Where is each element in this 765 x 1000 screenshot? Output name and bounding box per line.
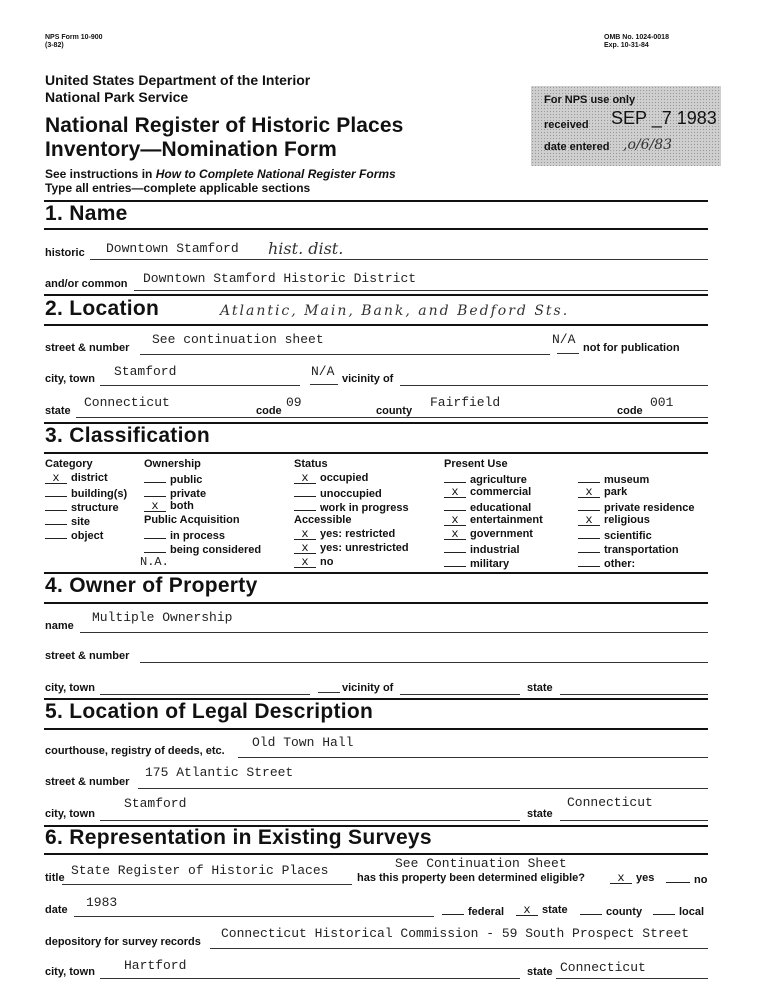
code2-label: code xyxy=(617,405,643,417)
date-entered-label: date entered xyxy=(544,141,610,153)
ownership-heading: Ownership xyxy=(144,458,201,470)
vicinity-label: vicinity of xyxy=(342,373,394,385)
acquisition-heading: Public Acquisition xyxy=(144,514,240,526)
accessible-heading: Accessible xyxy=(294,514,352,526)
legal-city-label: city, town xyxy=(45,808,95,820)
courthouse-value: Old Town Hall xyxy=(252,735,354,750)
common-name-label: and/or common xyxy=(45,278,128,290)
category-heading: Category xyxy=(45,458,93,470)
section-3-heading: 3. Classification xyxy=(45,424,210,447)
state-label: state xyxy=(45,405,71,417)
survey-title-value: State Register of Historic Places xyxy=(71,863,329,878)
survey-state-label: state xyxy=(527,966,553,978)
present-use-item: scientific xyxy=(578,528,652,542)
present-use-item: x commercial xyxy=(444,486,531,498)
status-item: unoccupied xyxy=(294,486,382,500)
acquisition-item: being considered xyxy=(144,542,261,556)
form-title-line1: National Register of Historic Places xyxy=(45,114,404,137)
category-item: x district xyxy=(45,472,108,484)
survey-date-label: date xyxy=(45,904,68,916)
accessible-item: x yes: restricted xyxy=(294,528,395,540)
legal-street-value: 175 Atlantic Street xyxy=(145,765,294,780)
survey-date-value: 1983 xyxy=(86,895,118,910)
eligible-no: no xyxy=(666,872,707,886)
owner-street-label: street & number xyxy=(45,650,130,662)
code2-value: 001 xyxy=(650,395,674,410)
city-value: Stamford xyxy=(114,364,177,379)
level-federal: federal xyxy=(442,904,504,918)
courthouse-label: courthouse, registry of deeds, etc. xyxy=(45,745,225,757)
eligible-yes: x yes xyxy=(610,872,654,884)
present-use-item: x religious xyxy=(578,514,650,526)
code-value: 09 xyxy=(286,395,302,410)
location-handwritten-note: Atlantic, Main, Bank, and Bedford Sts. xyxy=(220,303,570,319)
received-stamp: SEP _7 1983 xyxy=(611,108,717,128)
street-value: See continuation sheet xyxy=(152,332,324,347)
owner-name-label: name xyxy=(45,620,74,632)
section-2-heading: 2. Location xyxy=(45,297,160,320)
ownership-item: private xyxy=(144,486,206,500)
category-item: structure xyxy=(45,500,119,514)
survey-city-value: Hartford xyxy=(124,958,187,973)
accessible-item: x no xyxy=(294,556,333,568)
owner-state-label: state xyxy=(527,682,553,694)
omb-number: OMB No. 1024-0018 xyxy=(604,34,669,41)
present-use-item: x park xyxy=(578,486,627,498)
depository-value: Connecticut Historical Commission - 59 South Prospect Street xyxy=(221,926,690,941)
historic-handwritten: hist. dist. xyxy=(268,239,344,258)
present-use-item: transportation xyxy=(578,542,679,556)
present-use-item: other: xyxy=(578,556,635,570)
city-label: city, town xyxy=(45,373,95,385)
section-6-heading: 6. Representation in Existing Surveys xyxy=(45,826,432,849)
instructions-line1: See instructions in How to Complete National Register Forms xyxy=(45,167,396,181)
present-use-item: military xyxy=(444,556,509,570)
legal-city-value: Stamford xyxy=(124,796,187,811)
survey-city-label: city, town xyxy=(45,966,95,978)
historic-value: Downtown Stamford xyxy=(106,241,239,256)
owner-vicinity-label: vicinity of xyxy=(342,682,394,694)
date-entered-value: ,o/6/83 xyxy=(623,137,673,153)
present-use-item: industrial xyxy=(444,542,520,556)
county-value: Fairfield xyxy=(430,395,501,410)
section-1-heading: 1. Name xyxy=(45,202,128,225)
present-use-item: x entertainment xyxy=(444,514,543,526)
nfp-value: N/A xyxy=(552,332,576,347)
street-label: street & number xyxy=(45,342,130,354)
nfp-label: not for publication xyxy=(583,342,680,354)
category-item: building(s) xyxy=(45,486,127,500)
ownership-item: x both xyxy=(144,500,194,512)
nps-box-heading: For NPS use only xyxy=(544,94,636,106)
department-name: United States Department of the Interior xyxy=(45,72,311,88)
category-item: site xyxy=(45,514,90,528)
present-use-item: museum xyxy=(578,472,649,486)
owner-name-value: Multiple Ownership xyxy=(92,610,233,625)
omb-expiration: Exp. 10-31-84 xyxy=(604,42,649,49)
form-revision: (3-82) xyxy=(45,42,64,49)
form-title-line2: Inventory—Nomination Form xyxy=(45,138,337,161)
legal-state-label: state xyxy=(527,808,553,820)
state-value: Connecticut xyxy=(84,395,170,410)
category-item: object xyxy=(45,528,103,542)
nps-use-box xyxy=(531,86,721,166)
historic-label: historic xyxy=(45,247,85,259)
level-county: county xyxy=(580,904,642,918)
legal-state-value: Connecticut xyxy=(567,795,653,810)
accessible-item: x yes: unrestricted xyxy=(294,542,409,554)
section-5-heading: 5. Location of Legal Description xyxy=(45,700,374,723)
code-label: code xyxy=(256,405,282,417)
present-use-item: agriculture xyxy=(444,472,527,486)
eligible-question: has this property been determined eligible? xyxy=(357,872,585,884)
survey-title-label: title xyxy=(45,872,65,884)
county-label: county xyxy=(376,405,413,417)
status-heading: Status xyxy=(294,458,328,470)
present-use-item: educational xyxy=(444,500,531,514)
status-item: x occupied xyxy=(294,472,368,484)
owner-city-label: city, town xyxy=(45,682,95,694)
present-use-item: private residence xyxy=(578,500,695,514)
level-state: x state xyxy=(516,904,568,916)
agency-name: National Park Service xyxy=(45,89,189,105)
vicinity-value: N/A xyxy=(311,364,335,379)
section-4-heading: 4. Owner of Property xyxy=(45,574,258,597)
instructions-line2: Type all entries—complete applicable sections xyxy=(45,181,311,195)
received-label: received xyxy=(544,119,589,131)
level-local: local xyxy=(653,904,704,918)
depository-label: depository for survey records xyxy=(45,936,201,948)
survey-state-value: Connecticut xyxy=(560,960,646,975)
acquisition-item: in process xyxy=(144,528,225,542)
acquisition-na-note: N.A. xyxy=(140,555,169,569)
common-name-value: Downtown Stamford Historic District xyxy=(143,271,417,286)
present-use-heading: Present Use xyxy=(444,458,508,470)
form-number: NPS Form 10-900 xyxy=(45,34,103,41)
present-use-item: x government xyxy=(444,528,533,540)
ownership-item: public xyxy=(144,472,202,486)
status-item: work in progress xyxy=(294,500,409,514)
continuation-note: See Continuation Sheet xyxy=(395,856,567,871)
legal-street-label: street & number xyxy=(45,776,130,788)
